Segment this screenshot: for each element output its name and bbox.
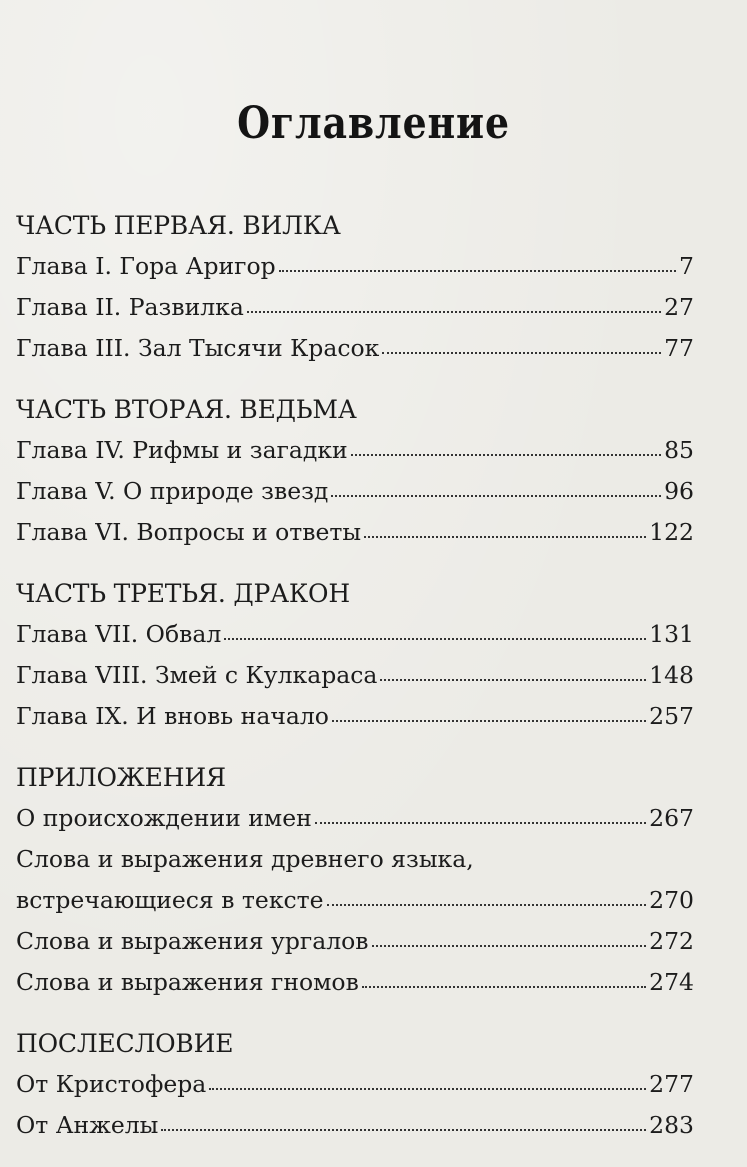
entry-label: встречающиеся в тексте (16, 886, 324, 914)
entry-label: Слова и выражения ургалов (16, 927, 369, 955)
dot-leader (331, 494, 661, 497)
toc-entry[interactable] (16, 430, 694, 471)
dot-leader (364, 535, 646, 538)
toc-entry[interactable] (16, 962, 694, 1003)
toc-section-afterword (16, 1024, 694, 1146)
entry-page-number: 283 (649, 1111, 694, 1139)
dot-leader (380, 678, 646, 681)
entry-page-number: 7 (679, 252, 694, 280)
entry-label: Слова и выражения гномов (16, 968, 359, 996)
entry-page-number: 77 (664, 334, 694, 362)
toc-entry[interactable] (16, 471, 694, 512)
toc-entry[interactable] (16, 1064, 694, 1105)
entry-label: Глава IX. И вновь начало (16, 702, 329, 730)
dot-leader (362, 985, 646, 988)
entry-label: Глава I. Гора Аригор (16, 252, 276, 280)
toc-entry[interactable] (16, 328, 694, 369)
dot-leader (351, 453, 661, 456)
entry-label: От Кристофера (16, 1070, 207, 1098)
entry-page-number: 274 (649, 968, 694, 996)
toc-entry[interactable] (16, 921, 694, 962)
section-title: ПОСЛЕСЛОВИЕ (16, 1029, 234, 1058)
toc-entry[interactable] (16, 246, 694, 287)
toc-section-part-one (16, 206, 694, 369)
entry-label: О происхождении имен (16, 804, 312, 832)
entry-page-number: 122 (649, 518, 694, 546)
entry-page-number: 270 (649, 886, 694, 914)
dot-leader (327, 903, 647, 906)
entry-page-number: 267 (649, 804, 694, 832)
entry-label: Глава II. Развилка (16, 293, 244, 321)
toc-section-part-three (16, 574, 694, 737)
toc-entry[interactable] (16, 287, 694, 328)
entry-page-number: 277 (649, 1070, 694, 1098)
entry-page-number: 148 (649, 661, 694, 689)
entry-label: Глава III. Зал Тысячи Красок (16, 334, 380, 362)
entry-page-number: 96 (664, 477, 694, 505)
dot-leader (209, 1087, 646, 1090)
dot-leader (332, 719, 646, 722)
section-title: ПРИЛОЖЕНИЯ (16, 763, 226, 792)
section-title: ЧАСТЬ ВТОРАЯ. ВЕДЬМА (16, 395, 357, 424)
dot-leader (247, 310, 661, 313)
entry-page-number: 131 (649, 620, 694, 648)
toc-section-part-two (16, 390, 694, 553)
toc-entry-first-line[interactable] (16, 839, 694, 880)
entry-page-number: 85 (664, 436, 694, 464)
toc-entry[interactable] (16, 696, 694, 737)
page-title: Оглавление (237, 98, 510, 149)
toc-entry[interactable] (16, 880, 694, 921)
entry-label-line1: Слова и выражения древнего языка, (16, 845, 474, 873)
dot-leader (224, 637, 646, 640)
toc-entry[interactable] (16, 798, 694, 839)
entry-label: Глава VIII. Змей с Кулкараса (16, 661, 378, 689)
entry-page-number: 27 (664, 293, 694, 321)
toc-entry[interactable] (16, 655, 694, 696)
entry-label: От Анжелы (16, 1111, 159, 1139)
toc-section-appendices (16, 758, 694, 1003)
entry-page-number: 257 (649, 702, 694, 730)
entry-label: Глава VII. Обвал (16, 620, 222, 648)
dot-leader (382, 351, 661, 354)
entry-label: Глава V. О природе звезд (16, 477, 329, 505)
entry-page-number: 272 (649, 927, 694, 955)
table-of-contents (16, 206, 694, 1167)
toc-entry[interactable] (16, 614, 694, 655)
dot-leader (372, 944, 647, 947)
dot-leader (279, 269, 676, 272)
toc-entry[interactable] (16, 512, 694, 553)
entry-label: Глава IV. Рифмы и загадки (16, 436, 348, 464)
section-title: ЧАСТЬ ПЕРВАЯ. ВИЛКА (16, 211, 341, 240)
dot-leader (161, 1128, 646, 1131)
dot-leader (315, 821, 646, 824)
toc-entry[interactable] (16, 1105, 694, 1146)
entry-label: Глава VI. Вопросы и ответы (16, 518, 362, 546)
section-title: ЧАСТЬ ТРЕТЬЯ. ДРАКОН (16, 579, 350, 608)
